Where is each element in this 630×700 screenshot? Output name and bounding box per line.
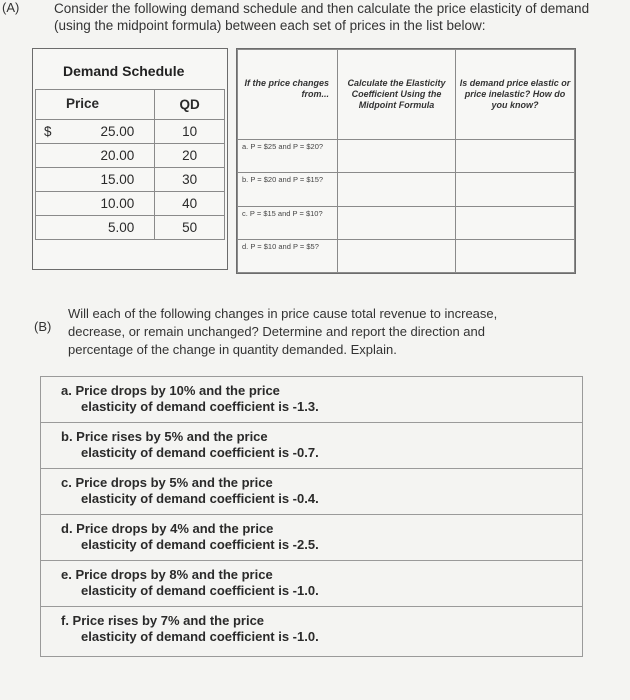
qd-value: 10 <box>155 120 225 144</box>
demand-schedule-title: Demand Schedule <box>63 63 185 79</box>
list-item <box>41 377 582 423</box>
price-change-header: If the price changes from... <box>238 50 338 140</box>
table-row <box>238 140 575 173</box>
table-row <box>36 192 225 216</box>
list-item <box>41 607 582 656</box>
price-value: 10.00 <box>100 196 135 211</box>
elastic-inelastic-header: Is demand price elastic or price inelastic? How do you know? <box>456 50 575 140</box>
price-value: 15.00 <box>100 172 135 187</box>
price-value: 20.00 <box>100 148 135 163</box>
list-item <box>41 561 582 607</box>
elasticity-header-row <box>238 50 575 140</box>
table-row <box>36 168 225 192</box>
table-row <box>36 216 225 240</box>
question-line: b. Price rises by 5% and the price <box>61 429 268 444</box>
table-row <box>238 239 575 272</box>
question-line: elasticity of demand coefficient is -1.0. <box>81 629 319 644</box>
question-line: elasticity of demand coefficient is -1.3. <box>81 399 319 414</box>
price-value: 25.00 <box>100 124 135 139</box>
part-a-instructions: Consider the following demand schedule and then calculate the price elasticity of demand (using the midpoint formula) between each set of prices in the list below: <box>54 1 590 33</box>
price-change-label: c. P = $15 and P = $10? <box>238 206 338 239</box>
question-line: a. Price drops by 10% and the price <box>61 383 280 398</box>
part-a-marker: (A) <box>2 0 20 15</box>
elasticity-answer-cell[interactable] <box>456 206 575 239</box>
qd-header: QD <box>155 90 225 120</box>
question-list <box>40 376 583 657</box>
qd-value: 20 <box>155 144 225 168</box>
elasticity-answer-cell[interactable] <box>456 140 575 173</box>
table-row <box>36 120 225 144</box>
elasticity-answer-cell[interactable] <box>456 239 575 272</box>
table-row <box>36 144 225 168</box>
elasticity-table <box>237 49 575 273</box>
price-header: Price <box>66 96 100 111</box>
part-b-instructions: Will each of the following changes in price cause total revenue to increase, decrease, or remain unchanged? Determine and report the direction and percentage of the change in quantity demanded. Explain. <box>68 306 498 357</box>
currency-symbol: $ <box>44 124 52 139</box>
coefficient-answer-cell[interactable] <box>338 173 456 206</box>
part-b-marker: (B) <box>34 319 52 334</box>
demand-schedule-box <box>32 48 228 270</box>
price-change-label: b. P = $20 and P = $15? <box>238 173 338 206</box>
question-line: elasticity of demand coefficient is -0.4. <box>81 491 319 506</box>
question-line: f. Price rises by 7% and the price <box>61 613 265 628</box>
list-item <box>41 469 582 515</box>
qd-value: 50 <box>155 216 225 240</box>
question-line: c. Price drops by 5% and the price <box>61 475 273 490</box>
elasticity-answer-cell[interactable] <box>456 173 575 206</box>
coefficient-answer-cell[interactable] <box>338 140 456 173</box>
table-row <box>238 173 575 206</box>
question-line: elasticity of demand coefficient is -1.0. <box>81 583 319 598</box>
coefficient-header: Calculate the Elasticity Coefficient Using the Midpoint Formula <box>338 50 456 140</box>
demand-schedule-table <box>35 89 225 240</box>
demand-schedule-header-row <box>36 90 225 120</box>
qd-value: 30 <box>155 168 225 192</box>
table-row <box>238 206 575 239</box>
question-line: elasticity of demand coefficient is -0.7. <box>81 445 319 460</box>
list-item <box>41 423 582 469</box>
question-line: e. Price drops by 8% and the price <box>61 567 273 582</box>
price-value: 5.00 <box>108 220 135 235</box>
question-line: d. Price drops by 4% and the price <box>61 521 274 536</box>
elasticity-table-box <box>236 48 576 274</box>
coefficient-answer-cell[interactable] <box>338 239 456 272</box>
price-change-label: a. P = $25 and P = $20? <box>238 140 338 173</box>
qd-value: 40 <box>155 192 225 216</box>
question-line: elasticity of demand coefficient is -2.5. <box>81 537 319 552</box>
price-change-label: d. P = $10 and P = $5? <box>238 239 338 272</box>
coefficient-answer-cell[interactable] <box>338 206 456 239</box>
list-item <box>41 515 582 561</box>
